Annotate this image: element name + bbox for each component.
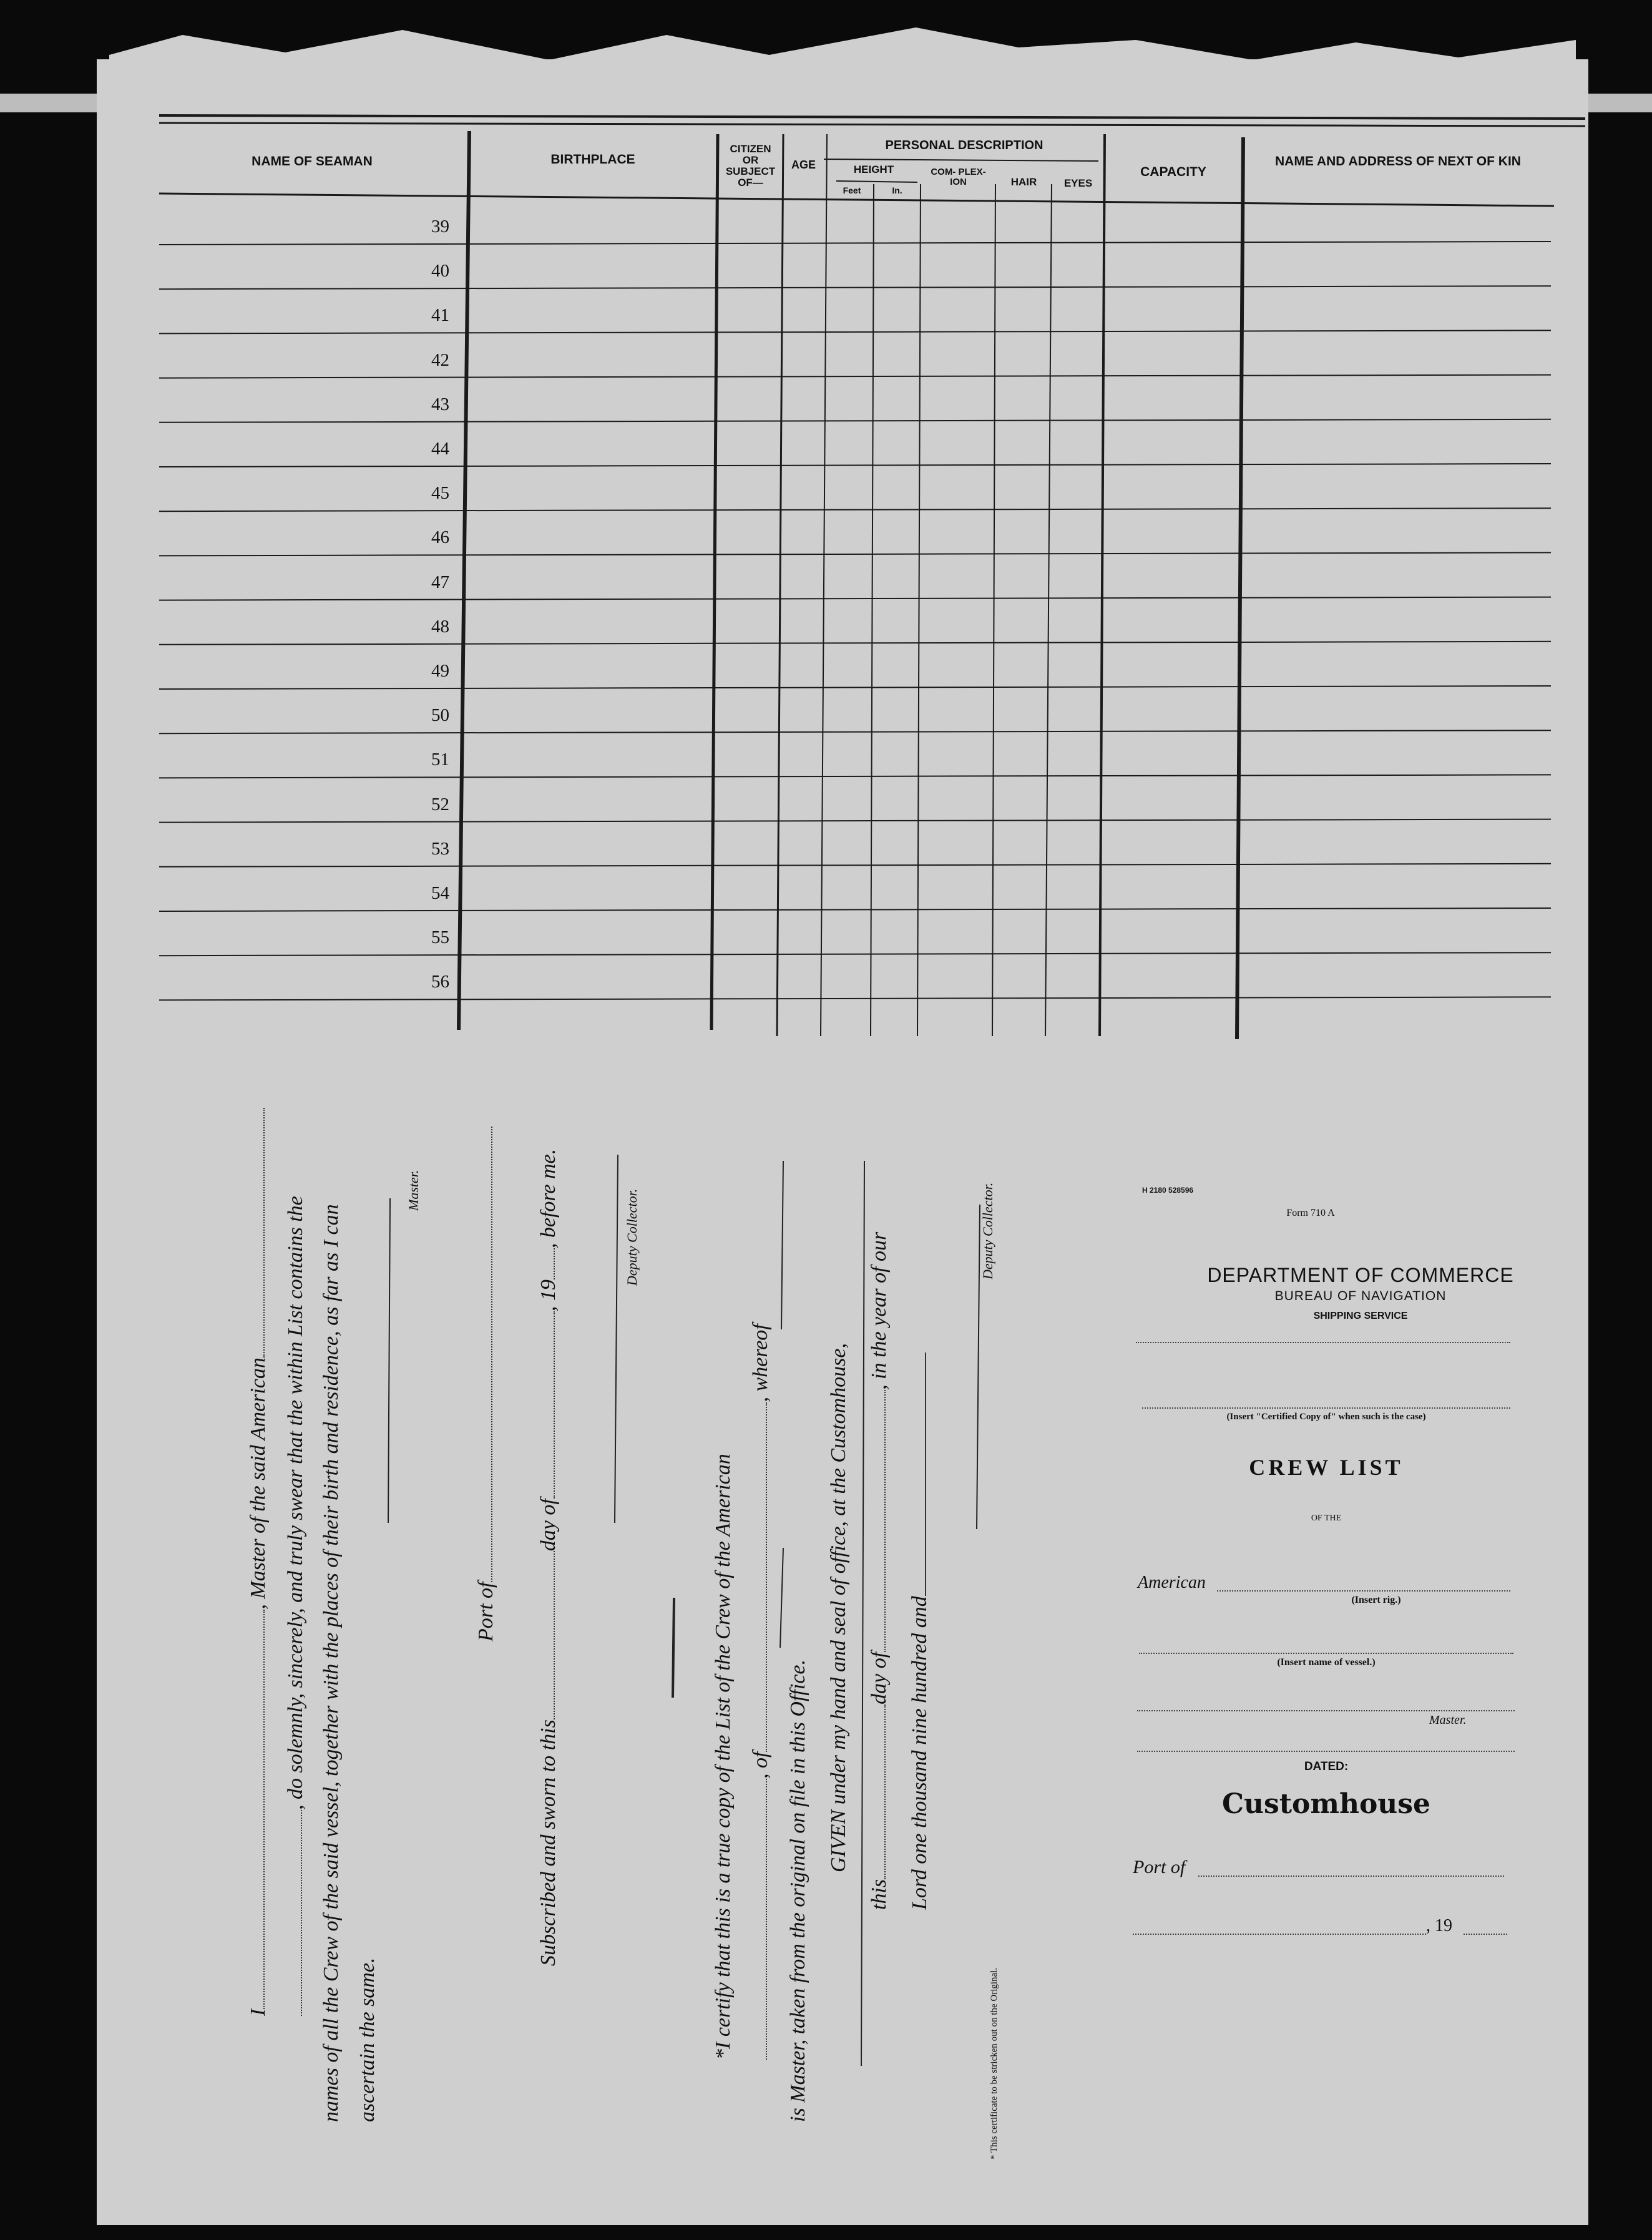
certified-copy-line xyxy=(1142,1407,1510,1409)
header-capacity: CAPACITY xyxy=(1140,165,1206,179)
crew-list-title: CREW LIST xyxy=(1249,1455,1404,1480)
certify-of: , of xyxy=(749,1751,772,1779)
year-line xyxy=(1464,1934,1507,1935)
row-number: 48 xyxy=(431,616,449,637)
row-number: 47 xyxy=(431,572,449,592)
certify-footnote: * This certificate to be stricken out on the Original. xyxy=(989,1967,999,2159)
form-code: H 2180 528596 xyxy=(1142,1186,1194,1195)
day-of-text: day of xyxy=(537,1499,560,1552)
oath-i: I xyxy=(247,2008,270,2016)
year-text: , 19 xyxy=(537,1279,560,1312)
date-line xyxy=(1133,1934,1426,1935)
port-of-label: Port of xyxy=(474,1582,497,1641)
insert-certified-note: (Insert "Certified Copy of" when such is the case) xyxy=(1226,1412,1426,1422)
header-personal-description: PERSONAL DESCRIPTION xyxy=(885,139,1043,152)
row-number: 50 xyxy=(431,705,449,726)
oath-master-of: , Master of the said American xyxy=(247,1357,270,1610)
oath-swear-text: , do solemnly, sincerely, and truly swear that the within List contains the xyxy=(284,1196,307,1810)
year-label: , 19 xyxy=(1426,1916,1452,1935)
american-label: American xyxy=(1138,1573,1206,1592)
department-title: DEPARTMENT OF COMMERCE xyxy=(1207,1264,1514,1286)
master-line xyxy=(1137,1710,1515,1711)
oath-deputy-collector: Deputy Collector. xyxy=(624,1188,640,1286)
header-next-of-kin: NAME AND ADDRESS OF NEXT OF KIN xyxy=(1275,154,1521,169)
row-number: 42 xyxy=(431,350,449,370)
of-the-label: OF THE xyxy=(1311,1514,1342,1523)
oath-line-3: names of all the Crew of the said vessel, together with the places of their birth and residence, as far as I can xyxy=(320,1204,343,2122)
row-number: 49 xyxy=(431,661,449,681)
row-number: 52 xyxy=(431,794,449,814)
service-divider xyxy=(1136,1342,1510,1343)
certify-day-of: day of xyxy=(868,1651,891,1704)
header-hair: HAIR xyxy=(1010,176,1037,188)
port-line xyxy=(1198,1876,1504,1877)
row-number: 44 xyxy=(431,439,449,459)
certify-whereof: , whereof xyxy=(749,1324,772,1402)
certify-line-3: is Master, taken from the original on file in this Office. xyxy=(786,1659,809,2122)
header-age: AGE xyxy=(791,159,816,171)
certify-line-4: GIVEN under my hand and seal of office, at the Customhouse, xyxy=(827,1343,850,1872)
before-me-text: , before me. xyxy=(537,1148,560,1249)
oath-master-label: Master. xyxy=(406,1170,421,1211)
rig-line xyxy=(1217,1590,1510,1592)
insert-rig-note: (Insert rig.) xyxy=(1351,1595,1401,1605)
form-number: Form 710 A xyxy=(1286,1208,1335,1218)
header-eyes: EYES xyxy=(1063,177,1093,189)
certify-deputy-collector: Deputy Collector. xyxy=(980,1182,995,1279)
customhouse-label: Customhouse xyxy=(1221,1788,1431,1820)
header-name-of-seaman: NAME OF SEAMAN xyxy=(252,154,373,169)
header-citizen: CITIZEN OR SUBJECT OF— xyxy=(725,143,776,188)
row-number: 39 xyxy=(431,217,449,237)
row-number: 55 xyxy=(431,927,449,948)
port-of-label: Port of xyxy=(1133,1857,1186,1877)
row-number: 56 xyxy=(431,972,449,992)
header-complexion: COM- PLEX- ION xyxy=(931,167,986,187)
master-label: Master. xyxy=(1429,1713,1467,1727)
bureau-title: BUREAU OF NAVIGATION xyxy=(1274,1289,1447,1303)
row-number: 46 xyxy=(431,527,449,548)
certify-year: , in the year of our xyxy=(868,1231,891,1390)
row-number: 53 xyxy=(431,838,449,859)
oath-line-4: ascertain the same. xyxy=(356,1957,379,2122)
row-number: 43 xyxy=(431,394,449,414)
dated-label: DATED: xyxy=(1304,1760,1349,1773)
vessel-name-line xyxy=(1139,1653,1513,1654)
header-inches: In. xyxy=(892,185,902,195)
row-number: 51 xyxy=(431,750,449,770)
row-number: 41 xyxy=(431,305,449,326)
row-number: 40 xyxy=(431,261,449,281)
row-number: 54 xyxy=(431,883,449,903)
certify-lord-text: Lord one thousand nine hundred and xyxy=(908,1596,931,1910)
master-divider xyxy=(1137,1751,1515,1752)
header-height: HEIGHT xyxy=(853,164,894,175)
header-feet: Feet xyxy=(843,185,861,195)
subscribed-text: Subscribed and sworn to this xyxy=(537,1719,560,1966)
insert-vessel-name-note: (Insert name of vessel.) xyxy=(1277,1657,1376,1668)
header-birthplace: BIRTHPLACE xyxy=(550,152,635,167)
row-number: 45 xyxy=(431,483,449,504)
certify-this: this xyxy=(868,1879,891,1910)
service-title: SHIPPING SERVICE xyxy=(1313,1311,1408,1321)
certify-line-1: *I certify that this is a true copy of the List of the Crew of the American xyxy=(711,1454,735,2060)
